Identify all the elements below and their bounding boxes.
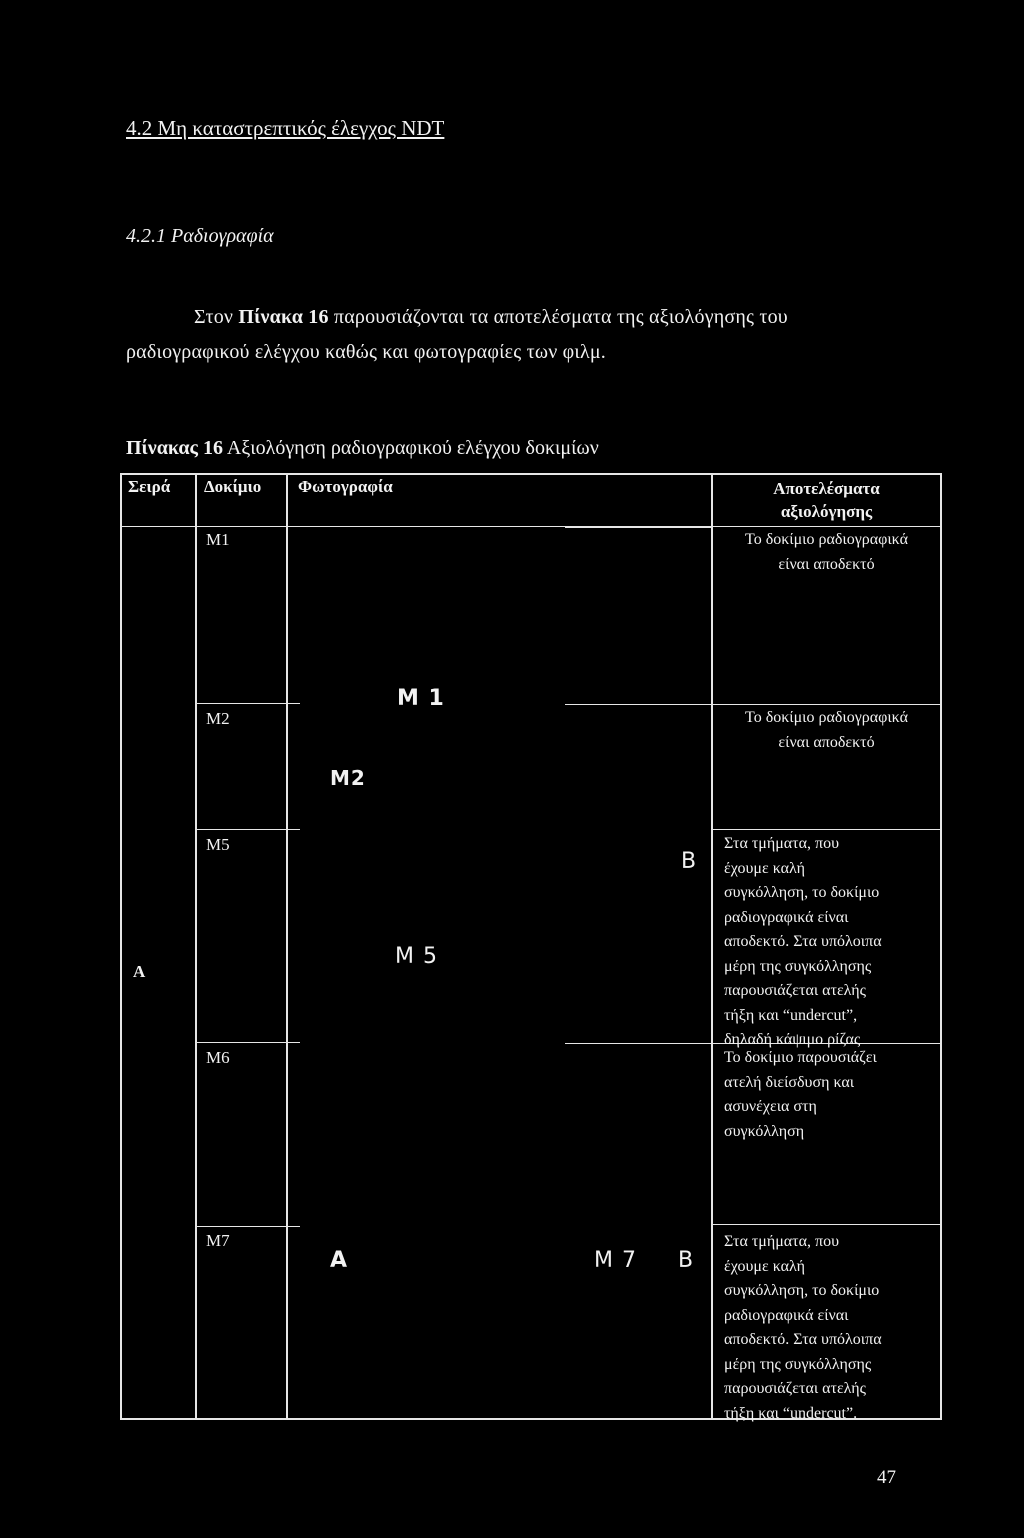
result-line: είναι αποδεκτό [778,733,875,751]
result-line: Το δοκίμιο ραδιογραφικά [745,709,908,726]
res-rule-m5 [711,829,942,830]
result-line: τήξη και “undercut”. [724,1404,858,1422]
row-rule-m7 [195,1226,300,1227]
header-specimen: Δοκίμιο [204,477,262,496]
result-line: ραδιογραφικά είναι [724,1306,849,1324]
result-line: τήξη και “undercut”, [724,1006,858,1024]
result-m1 [711,528,942,577]
result-line: παρουσιάζεται ατελής [724,982,866,999]
result-line: έχουμε καλή [724,859,805,877]
res-rule-m2 [565,704,942,705]
header-series: Σειρά [128,477,171,496]
result-m7 [724,1230,938,1426]
row-rule-m6 [195,1042,300,1043]
result-line: είναι αποδεκτό [778,555,875,573]
intro-text-a: Στον [194,306,239,328]
row-rule-m5 [195,829,300,830]
result-line: συγκόλληση [724,1122,805,1140]
table-border-top [120,473,942,475]
result-line: ραδιογραφικά είναι [724,908,849,926]
res-rule-m7 [711,1224,942,1225]
result-m5 [724,832,938,1053]
result-line: έχουμε καλή [724,1257,805,1275]
result-line: Στα τμήματα, που [724,835,839,852]
result-line: συγκόλληση, το δοκίμιο [724,1282,880,1299]
specimen-m5: Μ5 [206,835,230,854]
film-label-m2: Μ2 [330,766,366,790]
specimen-m2: Μ2 [206,709,230,728]
specimen-m7: Μ7 [206,1231,230,1250]
header-photo: Φωτογραφία [298,477,393,496]
table-border-left [120,473,122,1420]
specimen-m1: Μ1 [206,530,230,549]
table-caption-label: Πίνακας 16 [126,437,223,459]
page-number: 47 [877,1467,896,1488]
res-rule-m1 [565,527,712,528]
result-line: αποδεκτό. Στα υπόλοιπα [724,1331,882,1348]
header-results-line-2: αξιολόγησης [780,502,873,521]
intro-line-2: ραδιογραφικού ελέγχου καθώς και φωτογραφίες των φιλμ. [126,341,606,363]
result-line: συγκόλληση, το δοκίμιο [724,884,880,901]
film-label-m5-b: Β [681,849,698,874]
film-label-m5: Μ 5 [395,944,438,969]
intro-text-c: παρουσιάζονται τα αποτελέσματα της αξιολόγησης του [328,306,788,328]
result-line: Το δοκίμιο ραδιογραφικά [745,531,908,548]
result-line: Στα τμήματα, που [724,1233,839,1250]
film-label-m7-a: Α [330,1248,349,1273]
result-line: μέρη της συγκόλλησης [724,957,872,975]
series-value: Α [133,962,146,981]
result-line: δηλαδή κάψιμο ρίζας [724,1031,861,1048]
table-border-right [940,473,942,1420]
result-m2 [711,706,942,755]
col-divider-1 [195,473,197,1420]
subsection-heading: 4.2.1 Ραδιογραφία [126,225,274,247]
table-caption-text: Αξιολόγηση ραδιογραφικού ελέγχου δοκιμίων [222,437,599,459]
row-rule-m2 [195,703,300,704]
col-divider-2 [286,473,288,1420]
header-results [711,477,942,523]
film-label-m7: Μ 7 [594,1248,637,1273]
table-ref: Πίνακα 16 [238,306,329,328]
film-label-m1: Μ 1 [397,686,445,711]
result-line: ατελή διείσδυση και [724,1073,855,1091]
section-heading-text: 4.2 Μη καταστρεπτικός έλεγχος NDT [126,116,445,140]
result-line: μέρη της συγκόλλησης [724,1355,872,1373]
film-label-m7-b: Β [678,1248,695,1273]
result-line: ασυνέχεια στη [724,1098,817,1115]
header-rule [120,526,942,527]
specimen-m6: Μ6 [206,1048,230,1067]
result-line: Το δοκίμιο παρουσιάζει [724,1049,877,1066]
col-divider-3 [711,473,713,1418]
result-line: παρουσιάζεται ατελής [724,1380,866,1397]
header-results-line-1: Αποτελέσματα [773,479,880,498]
result-m6 [724,1046,938,1144]
result-line: αποδεκτό. Στα υπόλοιπα [724,933,882,950]
